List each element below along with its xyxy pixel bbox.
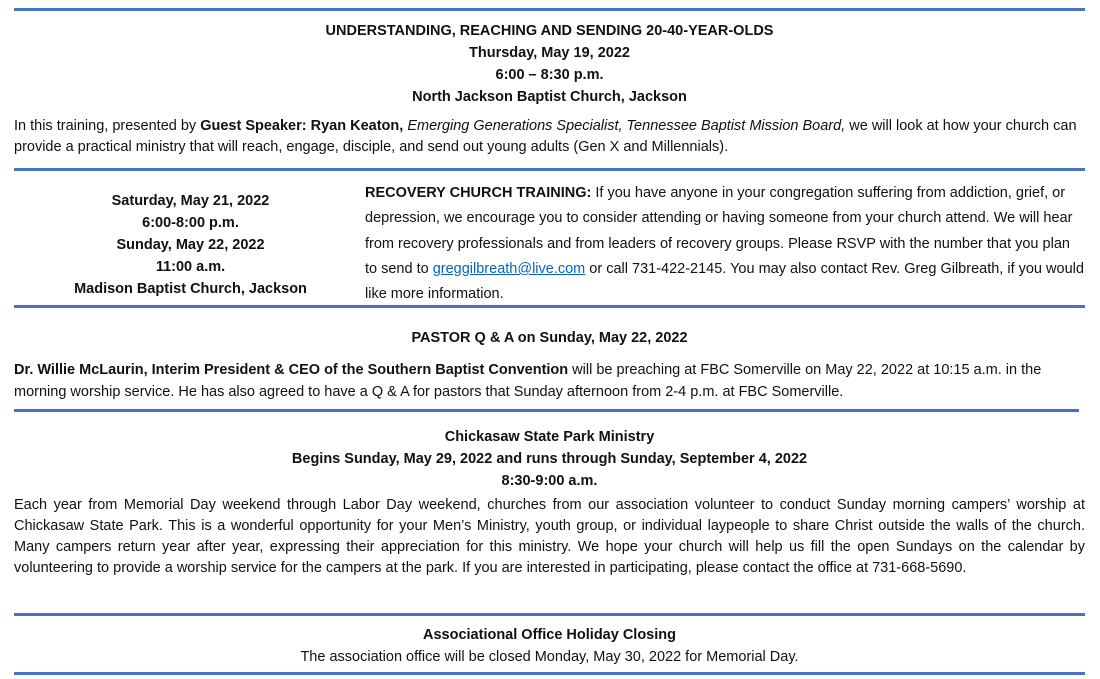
- s4-description: Each year from Memorial Day weekend through Labor Day weekend, churches from our association volunteer to conduct Sunday morning campers’ worship at Chickasaw State Park. This is a wonderful opportunity for your Men’s Ministry, youth group, or individual laypeople to share Christ outside the walls of the church. Many campers return year after year, expressing their appreciation for this ministry. We hope your church will help us fill the open Sundays on the calendar by volunteering to provide a worship service for the campers at the park. If you are interested in participating, please contact the office at 731-668-5690.: [14, 497, 1085, 576]
- s1-speaker-title: Emerging Generations Specialist, Tennessee Baptist Mission Board,: [407, 118, 846, 134]
- s4-time: 8:30-9:00 a.m.: [501, 473, 598, 489]
- s1-text-b: we will look at how your church can provide a practical ministry that will reach, engage, disciple, and send out young adults (Gen X and Millennials).: [14, 118, 1077, 155]
- s5-header: [14, 624, 1085, 668]
- s3-title: PASTOR Q & A on Sunday, May 22, 2022: [411, 330, 688, 346]
- divider-4: [14, 613, 1085, 616]
- s1-description: [14, 116, 1085, 158]
- s1-speaker: Guest Speaker: Ryan Keaton,: [200, 118, 404, 134]
- s2-time1: 6:00-8:00 p.m.: [142, 215, 239, 231]
- s2-location: Madison Baptist Church, Jackson: [74, 281, 307, 297]
- top-divider: [14, 8, 1085, 11]
- s1-time: 6:00 – 8:30 p.m.: [495, 67, 604, 83]
- s5-body: The association office will be closed Monday, May 30, 2022 for Memorial Day.: [300, 649, 799, 665]
- divider-3: [14, 409, 1079, 412]
- s3-description: [14, 359, 1085, 403]
- s2-description: [365, 181, 1085, 307]
- s2-text-a: If you have anyone in your congregation suffering from addiction, grief, or depression, we encourage you to consider attending or having someone from your church attend. We will hear from recovery professionals and from leaders of recovery groups. Please RSVP with the number that you plan to send to: [365, 185, 1073, 277]
- s5-title: Associational Office Holiday Closing: [423, 627, 676, 643]
- s2-time2: 11:00 a.m.: [155, 259, 226, 275]
- s2-date2: Sunday, May 22, 2022: [116, 237, 265, 253]
- s1-title: UNDERSTANDING, REACHING AND SENDING 20-40-YEAR-OLDS: [325, 23, 774, 39]
- s2-text-b: or call 731-422-2145. You may also contact Rev. Greg Gilbreath, if you would like more information.: [365, 260, 1084, 303]
- s3-text: will be preaching at FBC Somerville on May 22, 2022 at 10:15 a.m. in the morning worship service. He has also agreed to have a Q & A for pastors that Sunday afternoon from 2-4 p.m. at FBC Somerville.: [14, 362, 1042, 400]
- divider-2b: [359, 305, 1085, 308]
- s4-dates: Begins Sunday, May 29, 2022 and runs through Sunday, September 4, 2022: [291, 451, 808, 467]
- s2-email-link[interactable]: greggilbreath@live.com: [432, 260, 586, 277]
- s1-location: North Jackson Baptist Church, Jackson: [412, 89, 687, 105]
- s2-heading: RECOVERY CHURCH TRAINING:: [365, 185, 592, 201]
- bottom-divider: [14, 672, 1085, 675]
- s1-date: Thursday, May 19, 2022: [469, 45, 630, 61]
- s4-title: Chickasaw State Park Ministry: [444, 429, 655, 445]
- divider-2a: [14, 305, 359, 308]
- s4-header: [14, 426, 1085, 492]
- s2-date1: Saturday, May 21, 2022: [111, 193, 270, 209]
- s2-schedule: [28, 190, 353, 300]
- s1-text-a: In this training, presented by: [14, 118, 201, 134]
- s3-speaker: Dr. Willie McLaurin, Interim President & CEO of the Southern Baptist Convention: [14, 362, 569, 378]
- divider-1: [14, 168, 1085, 171]
- s1-header: [14, 20, 1085, 108]
